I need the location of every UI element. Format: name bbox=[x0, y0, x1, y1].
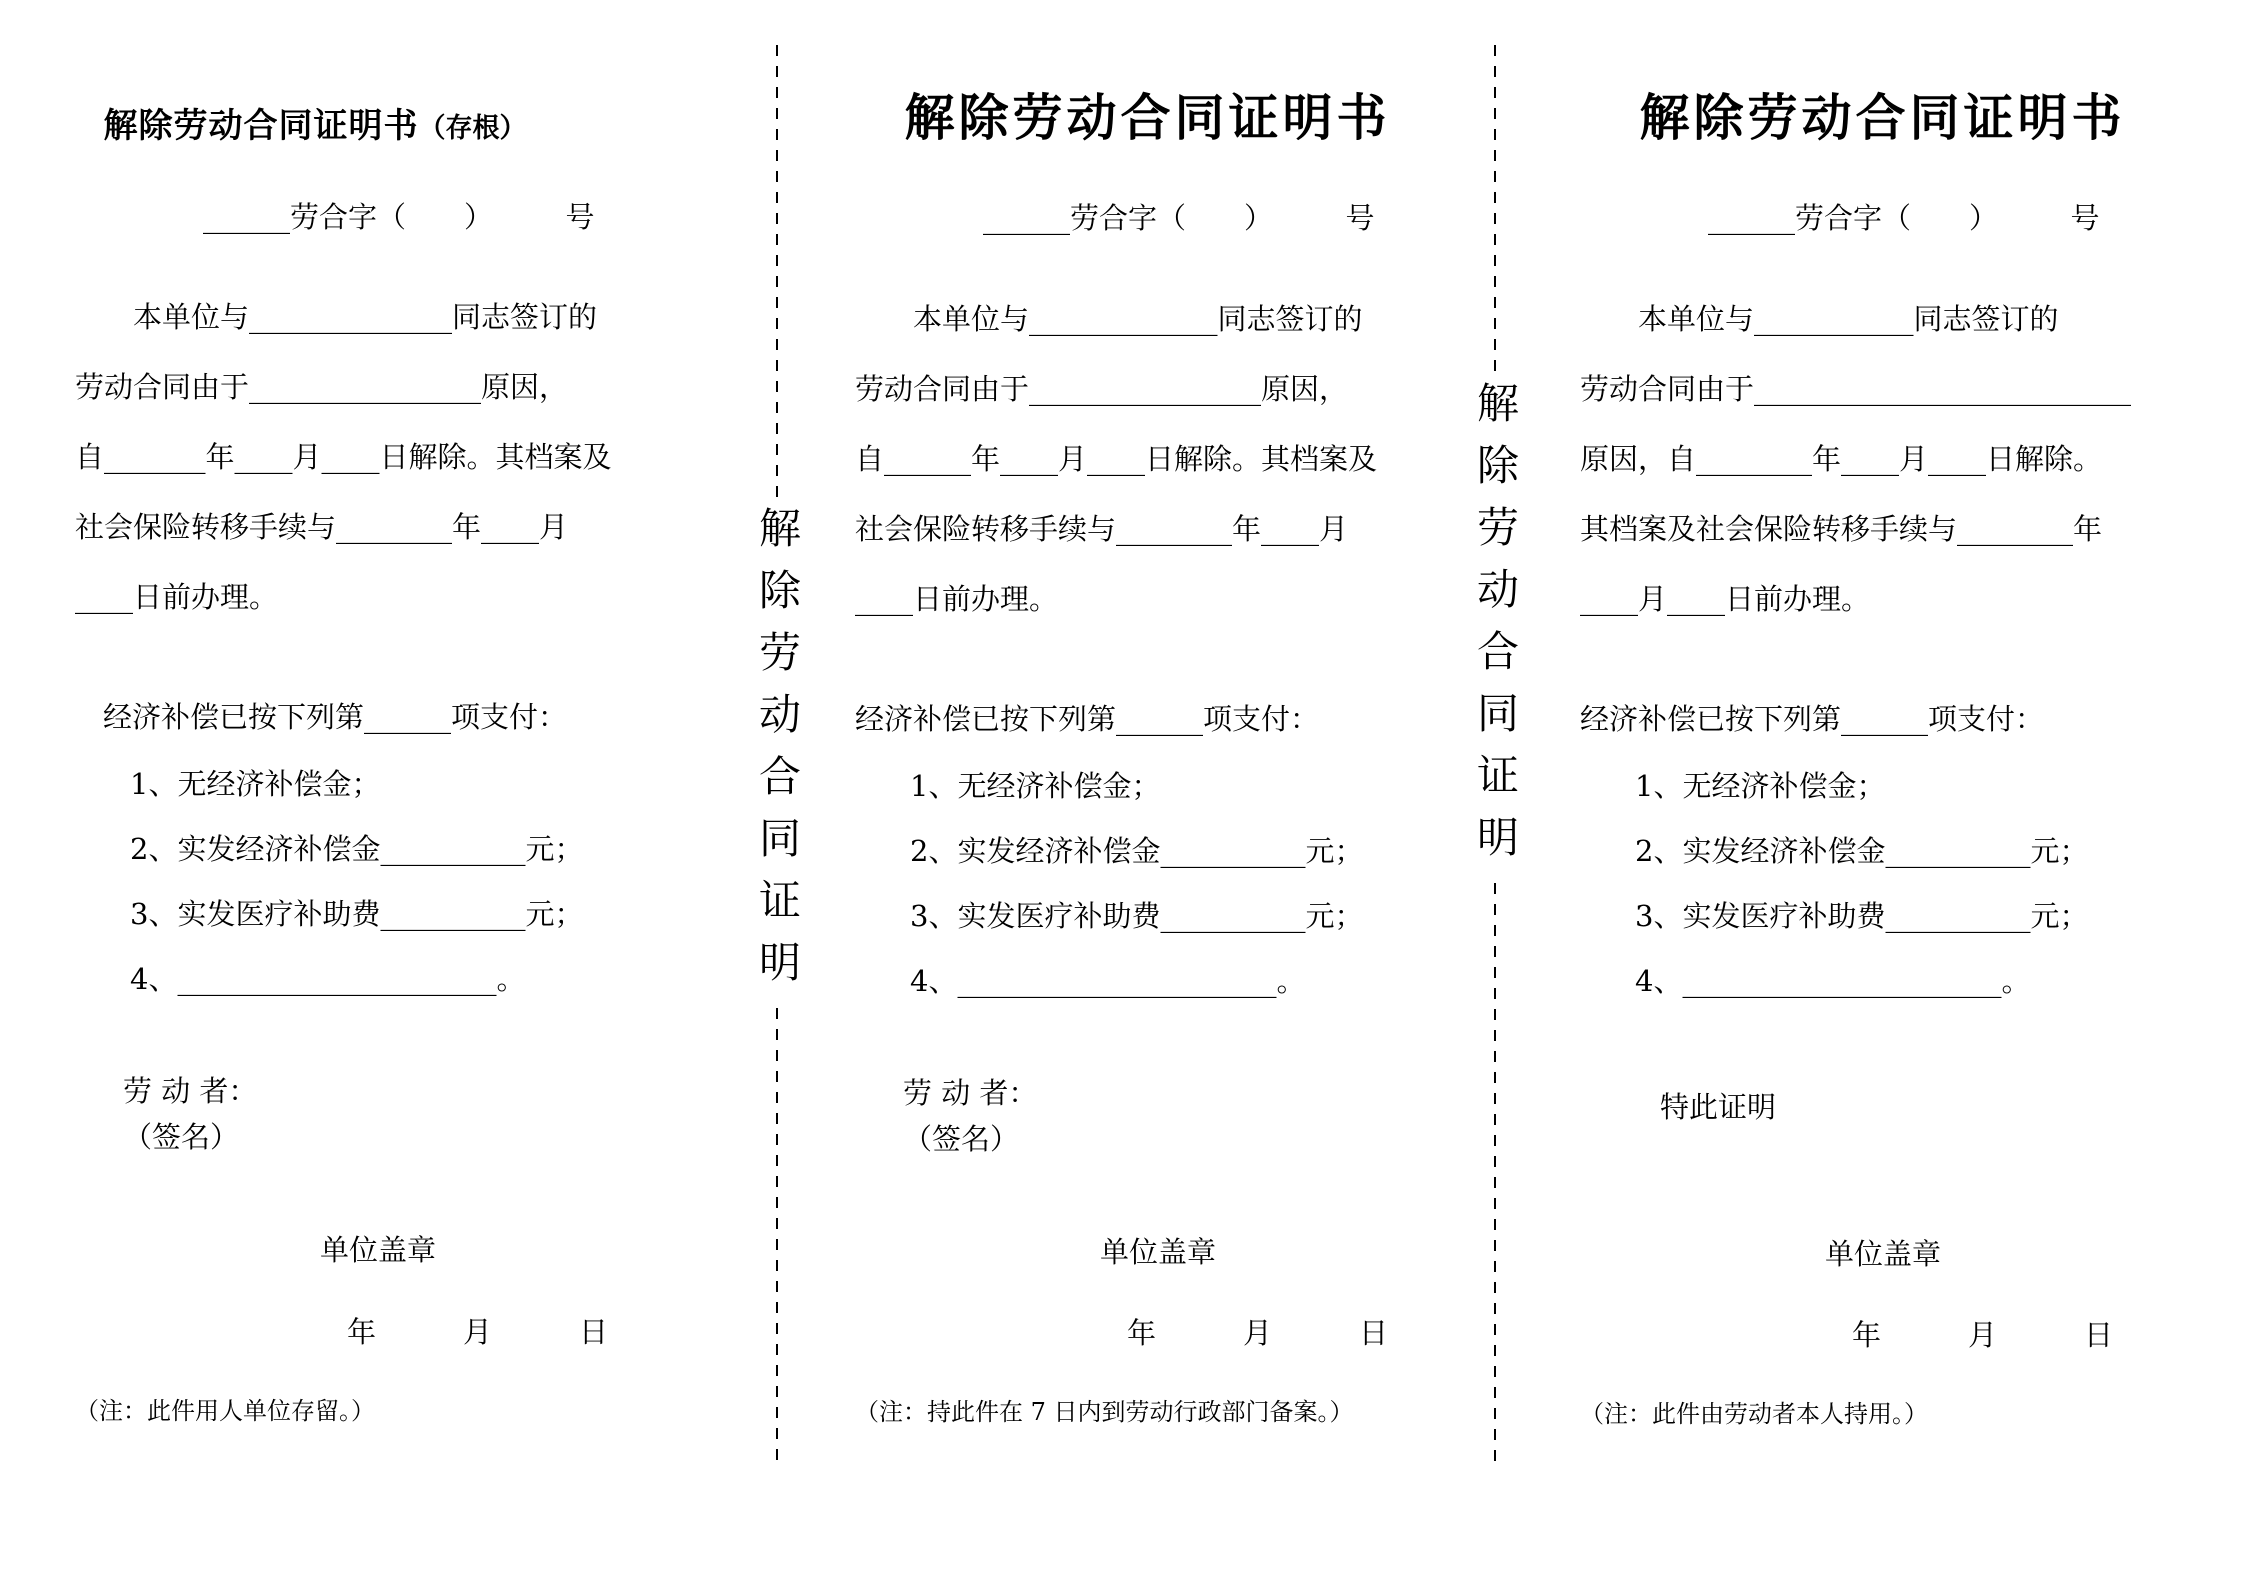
signature-label: （签名） bbox=[123, 1120, 240, 1155]
footer-note: （注：此件用人单位存留。） bbox=[75, 1396, 375, 1425]
compensation-item: 4、______________________。 bbox=[910, 963, 1306, 998]
worker-signature-block bbox=[855, 1070, 1440, 1162]
date-line: 年 月 日 bbox=[1852, 1318, 2114, 1353]
compensation-item: 3、实发医疗补助费__________元； bbox=[910, 898, 1364, 933]
body-line: 本单位与_____________同志签订的 bbox=[913, 301, 1363, 336]
fold-divider bbox=[1471, 45, 1519, 1467]
body-paragraph bbox=[855, 284, 1440, 634]
dashed-line bbox=[1494, 883, 1496, 1467]
dashed-line bbox=[776, 1008, 778, 1467]
body-line: 劳动合同由于________________原因， bbox=[855, 371, 1349, 406]
dashed-line bbox=[1494, 45, 1496, 375]
body-paragraph bbox=[75, 282, 612, 632]
body-line: 劳动合同由于__________________________ bbox=[1580, 371, 2132, 406]
compensation-heading: 经济补偿已按下列第______项支付： bbox=[855, 701, 1320, 736]
compensation-item: 1、无经济补偿金； bbox=[1635, 768, 1886, 803]
body-line: 原因，自________年____月____日解除。 bbox=[1580, 441, 2103, 476]
compensation-item: 2、实发经济补偿金__________元； bbox=[910, 833, 1364, 868]
body-line: 劳动合同由于________________原因， bbox=[75, 370, 569, 405]
body-paragraph bbox=[1580, 284, 2185, 634]
compensation-item: 2、实发经济补偿金__________元； bbox=[130, 832, 584, 867]
stub-title-suffix: （存根） bbox=[418, 113, 527, 144]
unit-seal-label: 单位盖章 bbox=[1100, 1234, 1217, 1269]
compensation-item: 1、无经济补偿金； bbox=[130, 767, 381, 802]
body-line: ____月____日前办理。 bbox=[1580, 581, 1871, 616]
body-line: 其档案及社会保险转移手续与________年 bbox=[1580, 511, 2103, 546]
compensation-item: 2、实发经济补偿金__________元； bbox=[1635, 833, 2089, 868]
compensation-item: 3、实发医疗补助费__________元； bbox=[1635, 898, 2089, 933]
date-line: 年 月 日 bbox=[347, 1315, 609, 1350]
body-line: ____日前办理。 bbox=[855, 581, 1059, 616]
doc-number-line: ______劳合字（ ） 号 bbox=[1708, 201, 2100, 235]
worker-label: 劳 动 者： bbox=[903, 1075, 1038, 1110]
doc-number-line: ______劳合字（ ） 号 bbox=[983, 201, 1375, 235]
closing-statement: 特此证明 bbox=[1660, 1089, 1777, 1124]
unit-seal-label: 单位盖章 bbox=[1825, 1236, 1942, 1271]
certificate-stub bbox=[75, 88, 612, 1427]
body-line: 社会保险转移手续与________年____月 bbox=[75, 510, 569, 545]
body-line: 自______年____月____日解除。其档案及 bbox=[855, 441, 1378, 476]
footer-note: （注：此件由劳动者本人持用。） bbox=[1580, 1400, 1928, 1429]
body-line: 自_______年____月____日解除。其档案及 bbox=[75, 440, 612, 475]
unit-seal-label: 单位盖章 bbox=[320, 1233, 437, 1268]
compensation-item: 4、______________________。 bbox=[130, 962, 526, 997]
compensation-list bbox=[75, 752, 584, 1012]
worker-label: 劳 动 者： bbox=[123, 1074, 258, 1109]
compensation-list bbox=[855, 754, 1440, 1014]
body-line: 本单位与______________同志签订的 bbox=[133, 300, 598, 335]
compensation-heading: 经济补偿已按下列第______项支付： bbox=[1580, 701, 2045, 736]
dashed-line bbox=[776, 45, 778, 500]
body-line: 社会保险转移手续与________年____月 bbox=[855, 511, 1349, 546]
compensation-item: 4、______________________。 bbox=[1635, 963, 2031, 998]
divider-vertical-title: 解除劳动合同证明 bbox=[1471, 381, 1520, 877]
fold-divider bbox=[753, 45, 801, 1467]
compensation-list bbox=[1580, 754, 2185, 1014]
body-line: ____日前办理。 bbox=[75, 580, 279, 615]
doc-number-line: ______劳合字（ ） 号 bbox=[203, 199, 595, 234]
compensation-heading: 经济补偿已按下列第______项支付： bbox=[103, 700, 568, 735]
signature-label: （签名） bbox=[903, 1121, 1020, 1156]
worker-signature-block bbox=[75, 1068, 555, 1160]
date-line: 年 月 日 bbox=[1127, 1316, 1389, 1351]
divider-vertical-title: 解除劳动合同证明 bbox=[753, 506, 802, 1002]
stub-title-text: 解除劳动合同证明书 bbox=[103, 106, 419, 146]
compensation-item: 3、实发医疗补助费__________元； bbox=[130, 897, 584, 932]
certificate-worker-copy bbox=[1580, 88, 2185, 1430]
copy-title: 解除劳动合同证明书 bbox=[904, 89, 1391, 147]
copy-title: 解除劳动合同证明书 bbox=[1639, 89, 2126, 147]
compensation-item: 1、无经济补偿金； bbox=[910, 768, 1161, 803]
body-line: 本单位与___________同志签订的 bbox=[1638, 301, 2059, 336]
footer-note: （注：持此件在 7 日内到劳动行政部门备案。） bbox=[855, 1398, 1354, 1427]
certificate-filing-copy bbox=[855, 88, 1440, 1428]
stub-title bbox=[75, 106, 555, 147]
